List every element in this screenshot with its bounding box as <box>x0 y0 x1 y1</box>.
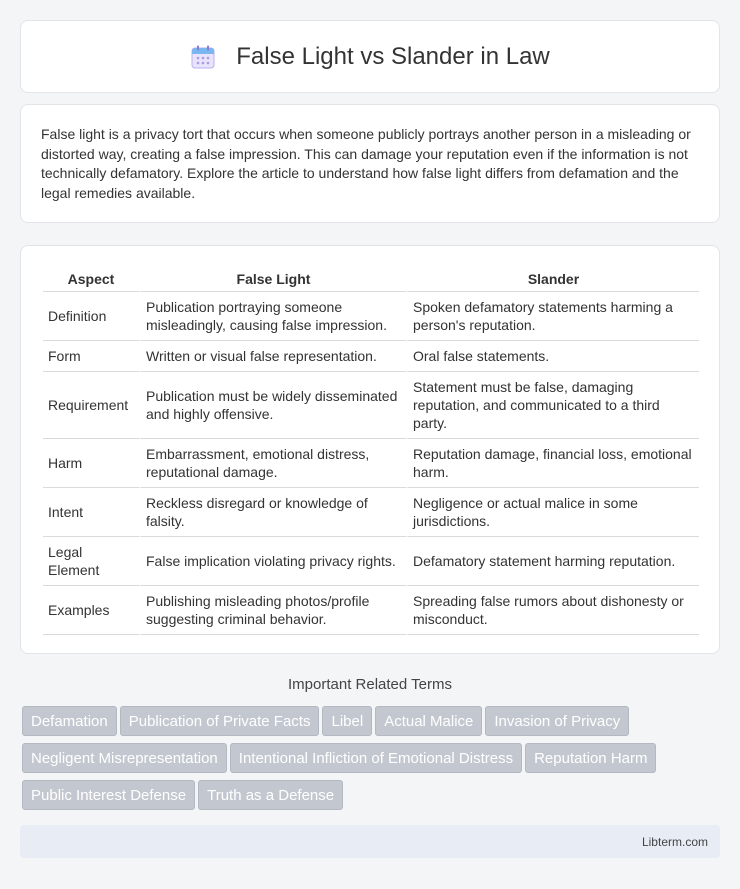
table-row <box>43 292 699 341</box>
table-cell: Publication portraying someone misleadingly, causing false impression. <box>139 292 406 341</box>
tag-actual-malice[interactable]: Actual Malice <box>375 706 482 736</box>
table-cell: Examples <box>43 586 139 635</box>
comparison-section <box>20 245 720 654</box>
column-header-slander: Slander <box>406 266 699 292</box>
table-cell: Defamatory statement harming reputation. <box>406 537 699 586</box>
tag-negligent-misrepresentation[interactable]: Negligent Misrepresentation <box>22 743 227 773</box>
table-cell: Spoken defamatory statements harming a person's reputation. <box>406 292 699 341</box>
table-cell: Publishing misleading photos/profile suggesting criminal behavior. <box>139 586 406 635</box>
tag-intentional-infliction[interactable]: Intentional Infliction of Emotional Distress <box>230 743 522 773</box>
table-cell: Reputation damage, financial loss, emotional harm. <box>406 439 699 488</box>
column-header-aspect: Aspect <box>43 266 139 292</box>
table-cell: False implication violating privacy rights. <box>139 537 406 586</box>
table-row <box>43 372 699 439</box>
page-header <box>20 20 720 93</box>
table-cell: Form <box>43 341 139 372</box>
table-cell: Requirement <box>43 372 139 439</box>
table-row <box>43 439 699 488</box>
table-row <box>43 537 699 586</box>
tag-reputation-harm[interactable]: Reputation Harm <box>525 743 656 773</box>
table-header-row <box>43 266 699 292</box>
page-title: False Light vs Slander in Law <box>236 42 550 70</box>
table-cell: Harm <box>43 439 139 488</box>
tag-truth-as-a-defense[interactable]: Truth as a Defense <box>198 780 343 810</box>
comparison-table <box>43 266 699 635</box>
table-cell: Statement must be false, damaging reputation, and communicated to a third party. <box>406 372 699 439</box>
table-cell: Oral false statements. <box>406 341 699 372</box>
table-cell: Negligence or actual malice in some jurisdictions. <box>406 488 699 537</box>
tag-defamation[interactable]: Defamation <box>22 706 117 736</box>
tag-publication-of-private-facts[interactable]: Publication of Private Facts <box>120 706 320 736</box>
intro-text: False light is a privacy tort that occurs when someone publicly portrays another person in a misleading or distorted way, creating a false impression. This can damage your reputation even if the information is not technically defamatory. Explore the article to understand how false light differs from defamation and the legal remedies available. <box>41 126 691 201</box>
table-cell: Spreading false rumors about dishonesty or misconduct. <box>406 586 699 635</box>
table-cell: Embarrassment, emotional distress, reputational damage. <box>139 439 406 488</box>
table-cell: Written or visual false representation. <box>139 341 406 372</box>
calendar-icon <box>190 44 216 70</box>
related-terms-list <box>22 706 722 817</box>
related-terms-title: Important Related Terms <box>288 676 452 693</box>
table-row <box>43 341 699 372</box>
intro-section <box>20 104 720 223</box>
table-cell: Publication must be widely disseminated and highly offensive. <box>139 372 406 439</box>
column-header-false-light: False Light <box>139 266 406 292</box>
footer <box>20 825 720 858</box>
table-cell: Reckless disregard or knowledge of falsity. <box>139 488 406 537</box>
table-cell: Legal Element <box>43 537 139 586</box>
table-cell: Definition <box>43 292 139 341</box>
tag-public-interest-defense[interactable]: Public Interest Defense <box>22 780 195 810</box>
table-row <box>43 586 699 635</box>
tag-libel[interactable]: Libel <box>322 706 372 736</box>
tag-invasion-of-privacy[interactable]: Invasion of Privacy <box>485 706 629 736</box>
table-row <box>43 488 699 537</box>
table-cell: Intent <box>43 488 139 537</box>
footer-site-link[interactable]: Libterm.com <box>641 835 708 849</box>
